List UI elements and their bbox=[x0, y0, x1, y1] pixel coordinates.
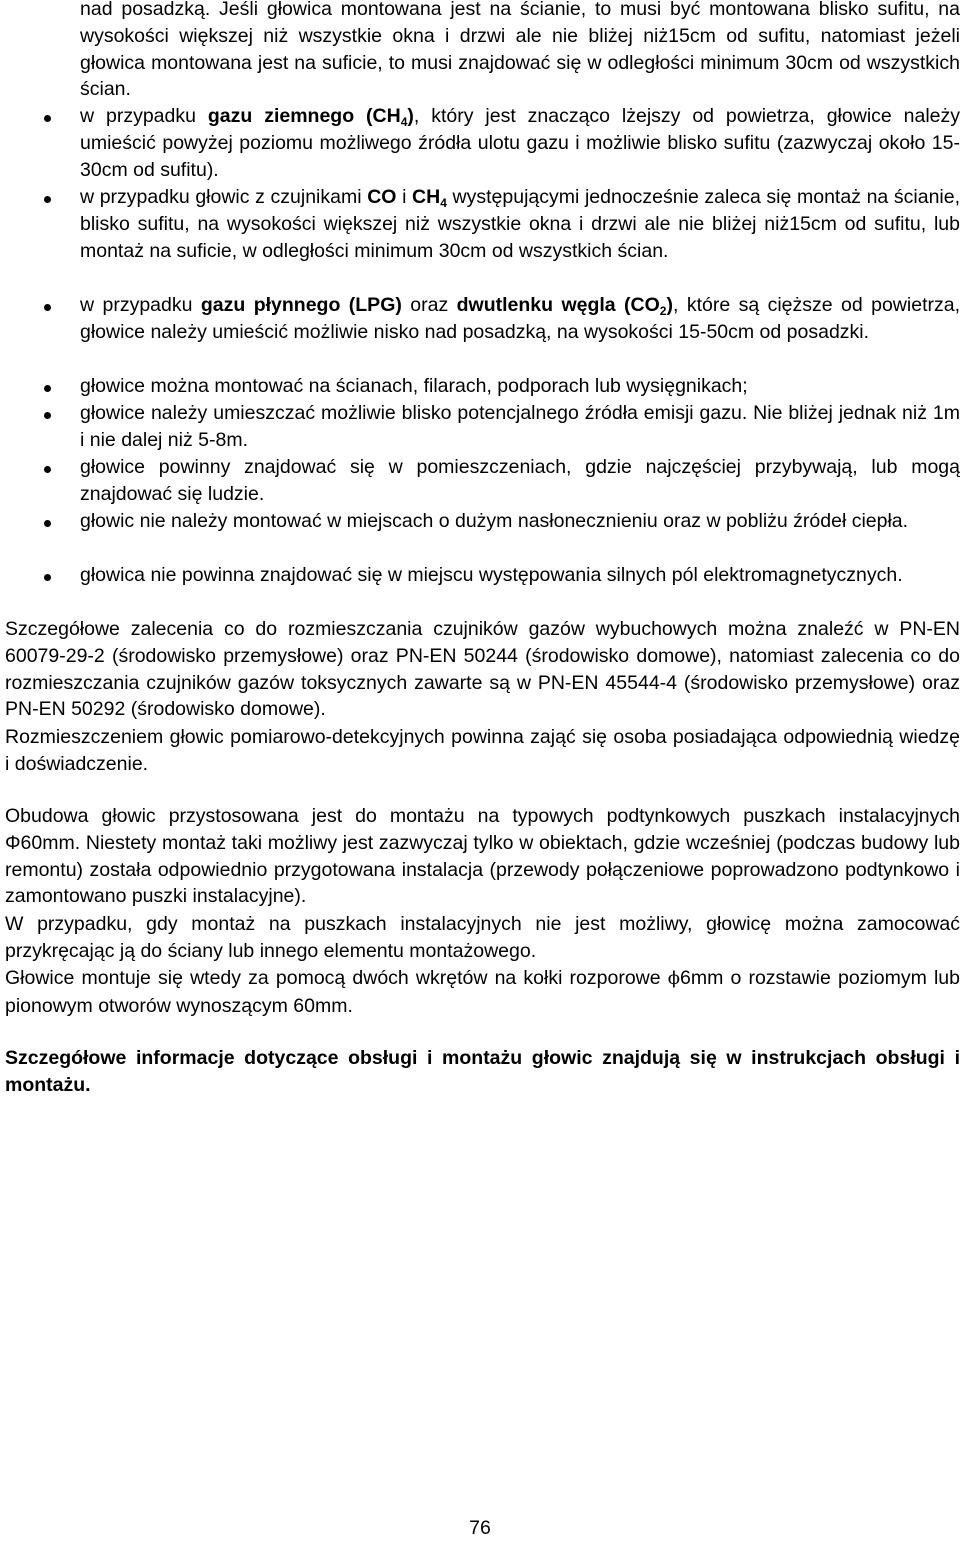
bullet-item-lpg: w przypadku gazu płynnego (LPG) oraz dwutlenku węgla $(CO_2)$, które są cięższe od powietrza, głowice należy umieścić możliwie nisko nad posadzką, na wysokości 15-50cm od posadzki. bbox=[80, 294, 960, 343]
bullet-item-em-fields: głowica nie powinna znajdować się w miejscu występowania silnych pól elektromagnetycznych. bbox=[80, 564, 903, 586]
bullet-marker bbox=[44, 574, 51, 581]
bullet-marker bbox=[44, 304, 51, 311]
page-number: 76 bbox=[469, 1517, 491, 1539]
paragraph-screws: Głowice montuje się wtedy za pomocą dwóch wkrętów na kołki rozporowe ϕ6mm o rozstawie poziomym lub pionowym otworów wynoszącym 60mm. bbox=[5, 967, 960, 1017]
bullet-marker bbox=[44, 196, 51, 203]
continued-bullet-text: nad posadzką. Jeśli głowica montowana jest na ścianie, to musi być montowana blisko sufitu, na wysokości większej niż wszystkie okna i drzwi ale nie bliżej niż15cm od sufitu, natomiast jeżeli głowica montowana jest na suficie, to musi znajdować się w odległości minimum 30cm od wszystkich ścian. bbox=[80, 0, 960, 101]
paragraph-qualified-person: Rozmieszczeniem głowic pomiarowo-detekcyjnych powinna zająć się osoba posiadająca odpowiednią wiedzę i doświadczenie. bbox=[5, 726, 960, 775]
bullet-marker bbox=[44, 520, 51, 527]
bullet-item-mounting-places: głowice można montować na ścianach, filarach, podporach lub wysięgnikach; bbox=[80, 375, 748, 397]
bullet-marker bbox=[44, 115, 51, 122]
bullet-item-sunlight: głowic nie należy montować w miejscach o dużym nasłonecznieniu oraz w pobliżu źródeł ciepła. bbox=[80, 510, 909, 532]
paragraph-details-note: Szczegółowe informacje dotyczące obsługi i montażu głowic znajdują się w instrukcjach obsługi i montażu. bbox=[5, 1047, 960, 1096]
bullet-marker bbox=[44, 385, 51, 392]
paragraph-housing: Obudowa głowic przystosowana jest do montażu na typowych podtynkowych puszkach instalacyjnych Φ60mm. Niestety montaż taki możliwy jest zazwyczaj tylko w obiektach, gdzie wcześniej (podczas budowy lub remontu) została odpowiednio przygotowana instalacja (przewody połączeniowe poprowadzono podtynkowo i zamontowano puszki instalacyjne). bbox=[5, 805, 960, 908]
paragraph-standards: Szczegółowe zalecenia co do rozmieszczania czujników gazów wybuchowych można znaleźć w PN-EN 60079-29-2 (środowisko przemysłowe) oraz PN-EN 50244 (środowisko domowe), natomiast zalecenia co do rozmieszczania czujników gazów toksycznych zawarte są w PN-EN 45544-4 (środowisko przemysłowe) oraz PN-EN 50292 (środowisko domowe). bbox=[5, 618, 960, 721]
bullet-marker bbox=[44, 412, 51, 419]
bullet-item-people: głowice powinny znajdować się w pomieszczeniach, gdzie najczęściej przybywają, lub mogą znajdować się ludzie. bbox=[80, 456, 960, 505]
bullet-item-emission-source: głowice należy umieszczać możliwie blisko potencjalnego źródła emisji gazu. Nie bliżej jednak niż 1m i nie dalej niż 5-8m. bbox=[80, 402, 960, 451]
bullet-item-methane: w przypadku gazu ziemnego $(CH_4)$, który jest znacząco lżejszy od powietrza, głowice należy umieścić powyżej poziomu możliwego źródła ulotu gazu i możliwie blisko sufitu (zazwyczaj około 15-30cm od sufitu). bbox=[80, 105, 960, 181]
paragraph-alternative-mount: W przypadku, gdy montaż na puszkach instalacyjnych nie jest możliwy, głowicę można zamocować przykręcając ją do ściany lub innego elementu montażowego. bbox=[5, 913, 960, 962]
bullet-item-co-ch4: w przypadku głowic z czujnikami CO i $CH_4$ występującymi jednocześnie zaleca się montaż na ścianie, blisko sufitu, na wysokości większej niż wszystkie okna i drzwi ale nie bliżej niż15cm od sufitu, lub montaż na suficie, w odległości minimum 30cm od wszystkich ścian. bbox=[80, 186, 960, 262]
bullet-marker bbox=[44, 466, 51, 473]
